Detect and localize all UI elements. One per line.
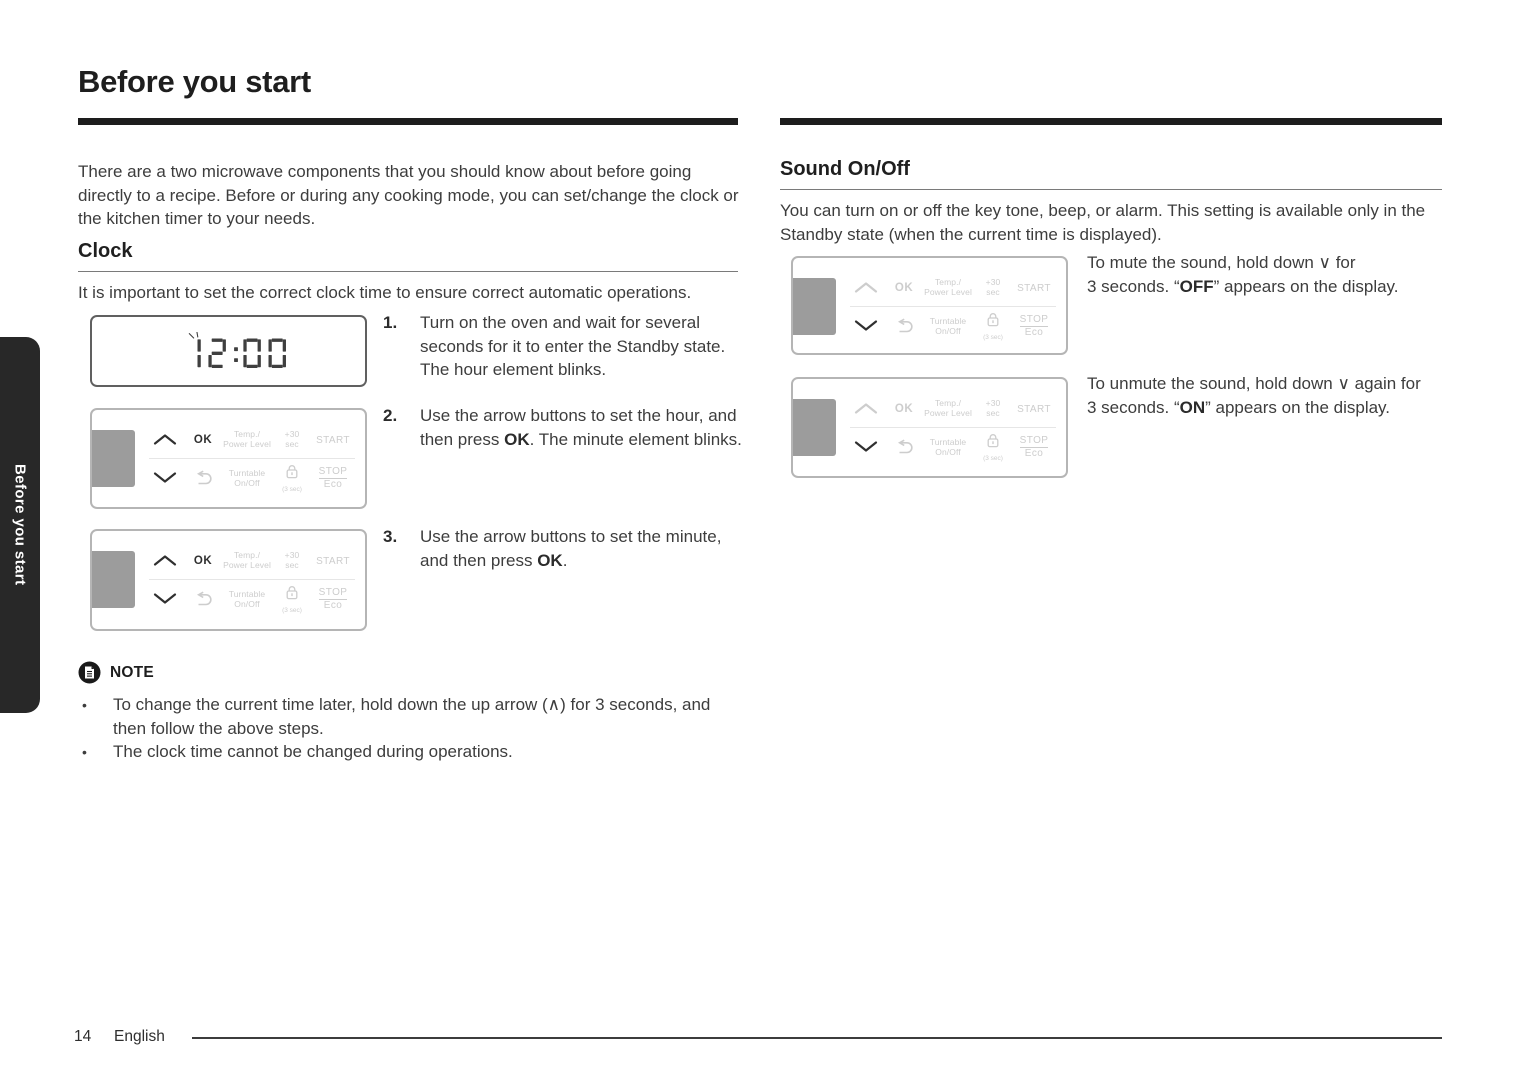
lock-caption: (3 sec) [282, 485, 302, 493]
seven-segment-display-icon [174, 332, 292, 370]
page-title: Before you start [78, 64, 311, 99]
step-3-text: Use the arrow buttons to set the minute, and then press OK. [420, 527, 722, 570]
control-panel-clock-2 [90, 529, 367, 631]
ok-button-label: OK [894, 282, 914, 294]
temp-power-label: Temp./ Power Level [924, 398, 972, 418]
lock-caption: (3 sec) [983, 333, 1003, 341]
up-arrow-icon [152, 432, 178, 451]
clock-heading: Clock [78, 240, 133, 262]
back-icon [893, 318, 915, 340]
clock-display-box [90, 315, 367, 387]
clock-lead-text: It is important to set the correct clock time to ensure correct automatic operations. [78, 283, 692, 302]
plus30sec-label: +30 sec [284, 429, 300, 449]
ok-button-label: OK [193, 434, 213, 446]
step-3-number: 3. [383, 527, 398, 546]
display-window [92, 551, 135, 608]
title-rule-right [780, 118, 1442, 125]
panel-divider [149, 579, 355, 580]
lock-caption: (3 sec) [983, 454, 1003, 462]
mute-instruction: To mute the sound, hold down ∨ for 3 seconds. “OFF” appears on the display. [1087, 253, 1399, 296]
turntable-label: Turntable On/Off [228, 468, 266, 488]
down-arrow-icon [853, 319, 879, 338]
ok-button-label: OK [193, 555, 213, 567]
note-header [78, 661, 154, 684]
stop-eco-label: STOP Eco [318, 466, 348, 490]
start-label: START [316, 556, 350, 567]
plus30sec-label: +30 sec [284, 550, 300, 570]
stop-eco-label: STOP Eco [1019, 435, 1049, 459]
sidebar-tab-label: Before you start [11, 464, 29, 586]
display-window [793, 278, 836, 335]
lock-icon [978, 433, 1008, 462]
display-window [793, 399, 836, 456]
turntable-label: Turntable On/Off [929, 437, 967, 457]
panel-divider [149, 458, 355, 459]
step-2-number: 2. [383, 406, 398, 425]
sound-heading: Sound On/Off [780, 158, 910, 180]
note-icon [78, 661, 101, 684]
sound-heading-rule [780, 189, 1442, 190]
back-icon [192, 470, 214, 492]
intro-paragraph: There are a two microwave components that you should know about before going directly to a recipe. Before or during any cooking mode, you can set/change the clock or the kitchen timer to your needs. [78, 162, 739, 228]
lock-icon [978, 312, 1008, 341]
note-bullet-1: • To change the current time later, hold down the up arrow (∧) for 3 seconds, and then follow the above steps. [78, 693, 740, 740]
footer-rule [192, 1037, 1442, 1039]
stop-eco-label: STOP Eco [1019, 314, 1049, 338]
lock-icon [277, 585, 307, 614]
display-window [92, 430, 135, 487]
back-icon [893, 439, 915, 461]
lock-caption: (3 sec) [282, 606, 302, 614]
control-panel-clock-1 [90, 408, 367, 509]
sidebar-tab [0, 337, 40, 713]
up-arrow-icon [152, 553, 178, 572]
control-panel-mute [791, 256, 1068, 355]
step-2-text: Use the arrow buttons to set the hour, and then press OK. The minute element blinks. [420, 406, 742, 449]
temp-power-label: Temp./ Power Level [223, 429, 271, 449]
panel-divider [850, 427, 1056, 428]
stop-eco-label: STOP Eco [318, 587, 348, 611]
start-label: START [1017, 283, 1051, 294]
down-arrow-icon [152, 471, 178, 490]
note-label: NOTE [110, 663, 154, 681]
panel-divider [850, 306, 1056, 307]
turntable-label: Turntable On/Off [228, 589, 266, 609]
unmute-instruction: To unmute the sound, hold down ∨ again for 3 seconds. “ON” appears on the display. [1087, 374, 1421, 417]
back-icon [192, 591, 214, 613]
title-rule-left [78, 118, 738, 125]
footer-language: English [114, 1028, 165, 1045]
step-1-text: Turn on the oven and wait for several seconds for it to enter the Standby state. The hour element blinks. [420, 313, 726, 379]
down-arrow-icon [853, 440, 879, 459]
start-label: START [316, 435, 350, 446]
down-arrow-icon [152, 592, 178, 611]
note-bullet-2: • The clock time cannot be changed during operations. [78, 740, 740, 764]
up-arrow-icon [853, 401, 879, 420]
temp-power-label: Temp./ Power Level [223, 550, 271, 570]
turntable-label: Turntable On/Off [929, 316, 967, 336]
up-arrow-icon [853, 280, 879, 299]
ok-button-label: OK [894, 403, 914, 415]
start-label: START [1017, 404, 1051, 415]
plus30sec-label: +30 sec [985, 277, 1001, 297]
footer-page-number: 14 [74, 1028, 92, 1045]
temp-power-label: Temp./ Power Level [924, 277, 972, 297]
lock-icon [277, 464, 307, 493]
plus30sec-label: +30 sec [985, 398, 1001, 418]
sound-intro-text: You can turn on or off the key tone, beep, or alarm. This setting is available only in the Standby state (when the current time is displayed). [780, 201, 1426, 244]
clock-heading-rule [78, 271, 738, 272]
step-1-number: 1. [383, 313, 398, 332]
control-panel-unmute [791, 377, 1068, 478]
